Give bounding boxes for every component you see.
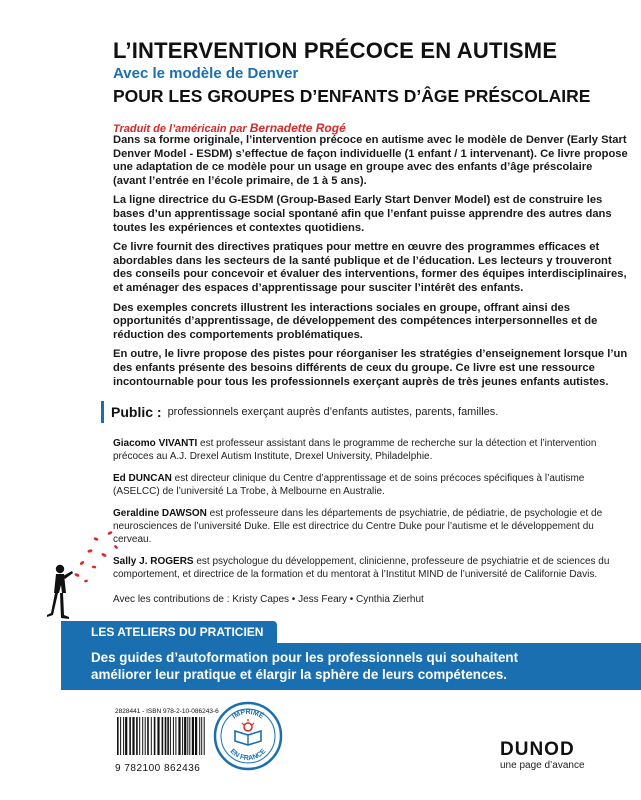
barcode-bar (192, 717, 194, 755)
barcode-bar (123, 717, 124, 755)
series-tagline-band (61, 643, 641, 690)
author-name: Ed DUNCAN (113, 473, 172, 484)
barcode-digits: 9 782100 862436 (115, 763, 201, 774)
public-text: professionnels exerçant auprès d’enfants autistes, parents, familles. (167, 406, 499, 418)
child-silhouette-illustration (32, 525, 132, 625)
book-subtitle-2: POUR LES GROUPES D’ENFANTS D’ÂGE PRÉSCOLAIRE (113, 86, 591, 106)
barcode-bar (167, 717, 169, 755)
author-text: est professeur assistant dans le programme de recherche sur la détection et l’intervention précoces au A.J. Drexel Autism Institute, Drexel University, Philadelphie. (113, 438, 597, 462)
author-bio (113, 507, 628, 546)
book-subtitle: Avec le modèle de Denver (113, 65, 299, 82)
barcode-bar (157, 717, 159, 755)
barcode-bar (117, 717, 119, 755)
barcode-bar (162, 717, 164, 755)
description-paragraph: Ce livre fournit des directives pratiques pour mettre en œuvre des programmes efficaces et abordables dans les secteurs de la santé publique et de l’éducation. Les lecteurs y trouveront des conseils pour concevoir et évaluer des interventions, former des équipes interdisciplinaires, et aménager des espaces d’apprentissage pour susciter l’intérêt des enfants. (113, 241, 627, 294)
author-bio (113, 472, 628, 498)
barcode-bar (142, 717, 143, 755)
series-name-tab: LES ATELIERS DU PRATICIEN (61, 621, 277, 643)
barcode-bar (165, 717, 167, 755)
description (113, 134, 628, 395)
title-block (113, 38, 633, 135)
barcode-bar (139, 717, 140, 755)
barcode-bar (184, 717, 186, 755)
barcode-bar (189, 717, 190, 755)
publisher-tagline: une page d’avance (500, 760, 585, 771)
barcode-bar (145, 717, 146, 755)
publisher-block (500, 740, 600, 771)
author-name: Giacomo VIVANTI (113, 438, 198, 449)
book-title: L’INTERVENTION PRÉCOCE EN AUTISME (113, 38, 558, 63)
petals (74, 530, 118, 582)
barcode-bar (199, 717, 200, 755)
barcode-bar (204, 717, 205, 755)
translator-prefix: Traduit de l’américain par (113, 123, 250, 135)
isbn-reference: 2828441 - ISBN 978-2-10-086243-6 (115, 708, 219, 715)
translator-line (113, 121, 633, 135)
authors-section (113, 437, 628, 590)
description-paragraph: La ligne directrice du G-ESDM (Group-Based Early Start Denver Model) est de construire les bases d’un apprentissage social spontané afin que l’enfant puisse apprendre des autres dans toutes les expériences et contextes quotidiens. (113, 194, 612, 234)
barcode-area (115, 708, 219, 774)
series-tagline-line: Des guides d’autoformation pour les professionnels qui souhaitent (91, 650, 519, 665)
author-text: est professeure dans les départements de psychiatrie, de pédiatrie, de psychologie et de neurosciences de l’université Duke. Elle est directrice du Centre Duke pour l’autisme et le développement du cerveau. (113, 508, 603, 545)
translator-name: Bernadette Rogé (249, 121, 346, 135)
badge-bottom-text: EN FRANCE (228, 747, 268, 763)
description-paragraph: En outre, le livre propose des pistes pour réorganiser les stratégies d’enseignement lorsque l’un des enfants présente des besoins différents de ceux du groupe. Ce livre est une ressource incontournable pour tous les professionnels exerçant auprès de très jeunes enfants autistes. (113, 348, 628, 388)
author-name: Geraldine DAWSON (113, 508, 207, 519)
barcode-bar (154, 717, 156, 755)
barcode-bar (175, 717, 176, 755)
author-name: Sally J. ROGERS (113, 556, 194, 567)
author-text: est psychologue du développement, clinicienne, professeure de psychiatrie et de sciences du comportement, et directrice de la formation et du mentorat à l’Institut MIND de l’université de Californie Davis. (113, 556, 610, 580)
barcode-icon (115, 715, 207, 757)
author-bio (113, 437, 628, 463)
barcode-bar (132, 717, 134, 755)
barcode-bar (125, 717, 127, 755)
public-label: Public : (111, 404, 162, 420)
imprime-en-france-badge (213, 701, 283, 771)
child-figure (47, 565, 73, 619)
barcode-bar (147, 717, 149, 755)
barcode-bar (173, 717, 174, 755)
barcode-bar (129, 717, 131, 755)
barcode-bar (178, 717, 180, 755)
publisher-logo: DUNOD (500, 739, 575, 760)
author-bio (113, 555, 628, 581)
author-text: est directeur clinique du Centre d’apprentissage et de soins précoces spécifiques à l’autisme (ASELCC) de l’université La Trobe, à Melbourne en Australie. (113, 473, 585, 497)
barcode-bar (136, 717, 138, 755)
badge-top-text: IMPRIMÉ (231, 709, 265, 721)
contributions-line: Avec les contributions de : Kristy Capes • Jess Feary • Cynthia Zierhut (113, 594, 424, 605)
barcode-bar (182, 717, 183, 755)
barcode-bar (195, 717, 197, 755)
description-paragraph: Dans sa forme originale, l’intervention précoce en autisme avec le modèle de Denver (Early Start Denver Model - ESDM) s’effectue de façon individuelle (1 enfant / 1 intervenant). Ce livre propose une adaptation de ce modèle pour un usage en groupe avec des enfants d’âge préscolaire (avant l’entrée en l’école primaire, de 1 à 5 ans). (113, 134, 628, 187)
barcode-bar (187, 717, 188, 755)
barcode-bar (170, 717, 171, 755)
description-paragraph: Des exemples concrets illustrent les interactions sociales en groupe, offrant ainsi des opportunités d’apprentissage, de développement des compétences interpersonnelles et de réduction des comportements problématiques. (113, 301, 598, 341)
barcode-bar (120, 717, 121, 755)
series-tagline-line: améliorer leur pratique et élargir la sphère de leurs compétences. (91, 667, 508, 682)
barcode-bar (151, 717, 152, 755)
public-line (101, 401, 621, 423)
barcode-bar (201, 717, 202, 755)
